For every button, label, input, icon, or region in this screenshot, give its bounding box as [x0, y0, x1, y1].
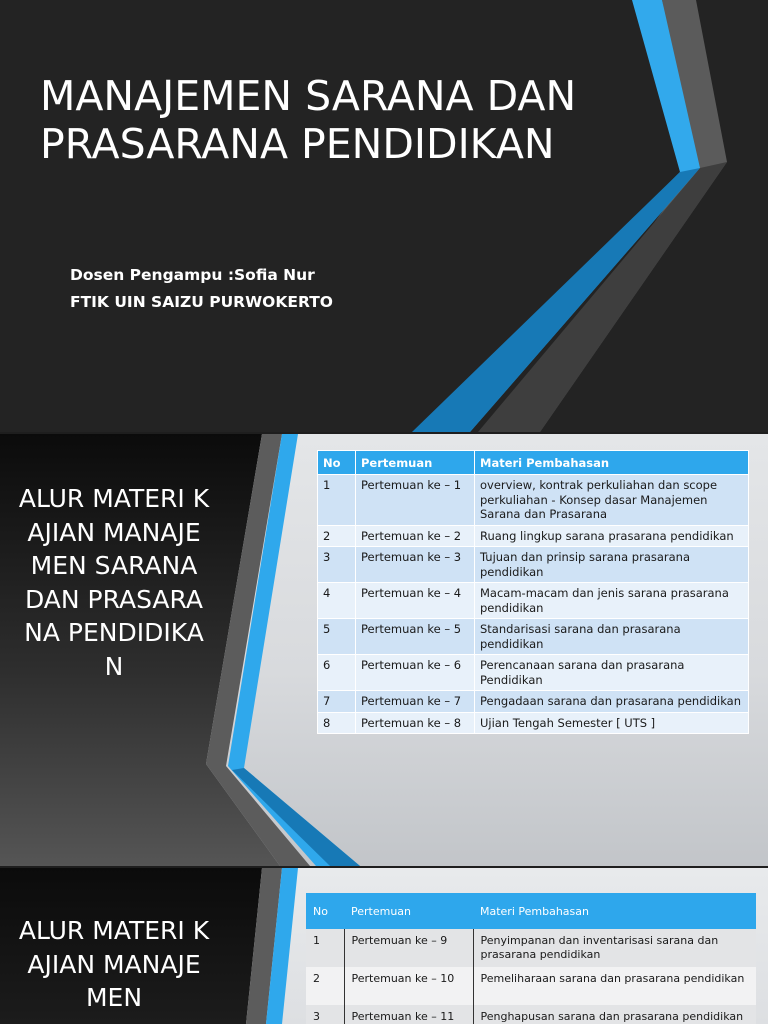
- table-row: [318, 583, 749, 619]
- slide-agenda-2: [0, 868, 768, 1024]
- cell-materi: Perencanaan sarana dan prasarana Pendidikan: [475, 655, 749, 691]
- cell-pertemuan: Pertemuan ke – 5: [356, 619, 475, 655]
- cell-materi: Pengadaan sarana dan prasarana pendidikan: [475, 691, 749, 713]
- cell-no: 3: [306, 1005, 344, 1024]
- header-pertemuan: Pertemuan: [356, 451, 475, 475]
- cell-pertemuan: Pertemuan ke – 3: [356, 547, 475, 583]
- header-materi: Materi Pembahasan: [475, 451, 749, 475]
- cell-no: 7: [318, 691, 356, 713]
- cell-pertemuan: Pertemuan ke – 6: [356, 655, 475, 691]
- header-pertemuan: Pertemuan: [344, 893, 473, 929]
- cell-no: 8: [318, 712, 356, 734]
- table-row: [318, 525, 749, 547]
- cell-materi: Pemeliharaan sarana dan prasarana pendidikan: [473, 967, 756, 1005]
- cell-pertemuan: Pertemuan ke – 10: [344, 967, 473, 1005]
- cell-materi: Ruang lingkup sarana prasarana pendidikan: [475, 525, 749, 547]
- cell-pertemuan: Pertemuan ke – 7: [356, 691, 475, 713]
- decorative-stripes: [0, 0, 768, 432]
- side-title: ALUR MATERI KAJIAN MANAJEMEN: [18, 916, 210, 1012]
- table-row: [318, 691, 749, 713]
- cell-no: 6: [318, 655, 356, 691]
- cell-materi: Ujian Tengah Semester [ UTS ]: [475, 712, 749, 734]
- cell-no: 1: [306, 929, 344, 967]
- table-row: [318, 655, 749, 691]
- cell-materi: Tujuan dan prinsip sarana prasarana pendidikan: [475, 547, 749, 583]
- header-materi: Materi Pembahasan: [473, 893, 756, 929]
- cell-materi: Penghapusan sarana dan prasarana pendidikan: [473, 1005, 756, 1024]
- cell-materi: Standarisasi sarana dan prasarana pendidikan: [475, 619, 749, 655]
- cell-no: 3: [318, 547, 356, 583]
- table-row: [318, 475, 749, 526]
- header-no: No: [318, 451, 356, 475]
- cell-pertemuan: Pertemuan ke – 11: [344, 1005, 473, 1024]
- cell-pertemuan: Pertemuan ke – 2: [356, 525, 475, 547]
- cell-materi: Macam-macam dan jenis sarana prasarana pendidikan: [475, 583, 749, 619]
- table-row: [318, 712, 749, 734]
- cell-pertemuan: Pertemuan ke – 8: [356, 712, 475, 734]
- cell-no: 2: [306, 967, 344, 1005]
- table-row: [306, 929, 756, 967]
- slide-title: [0, 0, 768, 432]
- table-row: [306, 967, 756, 1005]
- slide-agenda-1: [0, 434, 768, 866]
- cell-no: 1: [318, 475, 356, 526]
- institution-name: FTIK UIN SAIZU PURWOKERTO: [70, 293, 333, 311]
- cell-pertemuan: Pertemuan ke – 1: [356, 475, 475, 526]
- agenda-table: [306, 893, 756, 1024]
- lecturer-name: Dosen Pengampu :Sofia Nur: [70, 266, 315, 284]
- cell-no: 2: [318, 525, 356, 547]
- cell-pertemuan: Pertemuan ke – 4: [356, 583, 475, 619]
- table-header-row: [318, 451, 749, 475]
- table-row: [318, 619, 749, 655]
- cell-pertemuan: Pertemuan ke – 9: [344, 929, 473, 967]
- header-no: No: [306, 893, 344, 929]
- agenda-table: [317, 450, 749, 734]
- table-row: [306, 1005, 756, 1024]
- table-header-row: [306, 893, 756, 929]
- cell-materi: overview, kontrak perkuliahan dan scope perkuliahan - Konsep dasar Manajemen Sarana dan Prasarana: [475, 475, 749, 526]
- cell-no: 4: [318, 583, 356, 619]
- cell-materi: Penyimpanan dan inventarisasi sarana dan prasarana pendidikan: [473, 929, 756, 967]
- table-row: [318, 547, 749, 583]
- side-title: ALUR MATERI KAJIAN MANAJEMEN SARANA DAN PRASARANA PENDIDIKAN: [18, 484, 210, 681]
- page-title: MANAJEMEN SARANA DAN PRASARANA PENDIDIKAN: [40, 72, 577, 168]
- cell-no: 5: [318, 619, 356, 655]
